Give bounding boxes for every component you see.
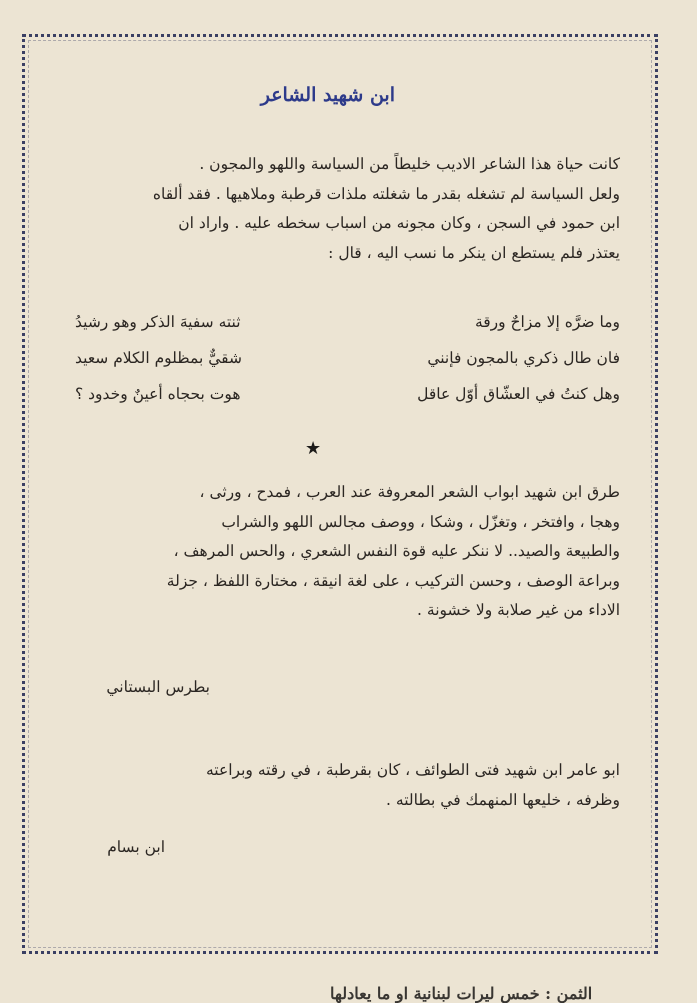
quote-author: ابن بسام bbox=[107, 838, 165, 856]
page-content bbox=[60, 70, 620, 930]
verse-first-hemistich: فان طال ذكري بالمجون فإنني bbox=[427, 349, 620, 367]
verse-second-hemistich: هوت بحجاه أعينٌ وخدود ؟ bbox=[75, 385, 241, 403]
intro-line: ولعل السياسة لم تشغله بقدر ما شغلته ملذات قرطبة وملاهيها . فقد ألقاه bbox=[152, 184, 620, 203]
quote-line: والطبيعة والصيد.. لا ننكر عليه قوة النفس الشعري ، والحس المرهف ، bbox=[173, 542, 620, 560]
quote-line: وظرفه ، خليعها المنهمك في بطالته . bbox=[386, 790, 620, 809]
quote-bustani bbox=[75, 478, 620, 626]
verse-first-hemistich: وما ضرَّه إلا مزاحٌ ورقة bbox=[474, 313, 620, 331]
intro-paragraph bbox=[75, 150, 620, 268]
quote-line: طرق ابن شهيد ابواب الشعر المعروفة عند العرب ، فمدح ، ورثى ، bbox=[199, 483, 620, 501]
poem-verse bbox=[75, 340, 620, 376]
footer-price-fragment: الثمن : خمس ليرات لبنانية او ما يعادلها bbox=[330, 984, 593, 1003]
poem-verse bbox=[75, 376, 620, 412]
poem bbox=[75, 304, 620, 412]
quote-line: ابو عامر ابن شهيد فتى الطوائف ، كان بقرطبة ، في رقته وبراعته bbox=[206, 761, 620, 779]
intro-line: ابن حمود في السجن ، وكان مجونه من اسباب سخطه عليه . واراد ان bbox=[178, 214, 620, 232]
verse-first-hemistich: وهل كنتُ في العشّاق أوّل عاقل bbox=[417, 385, 620, 403]
intro-line: يعتذر فلم يستطع ان ينكر ما نسب اليه ، قال : bbox=[328, 243, 620, 262]
verse-second-hemistich: شقيٌّ بمظلوم الكلام سعيد bbox=[75, 349, 242, 367]
intro-line: كانت حياة هذا الشاعر الاديب خليطاً من السياسة واللهو والمجون . bbox=[199, 155, 620, 173]
verse-second-hemistich: ثنته سفيهَ الذكر وهو رشيدُ bbox=[75, 313, 241, 331]
quote-line: وبراعة الوصف ، وحسن التركيب ، على لغة انيقة ، مختارة اللفظ ، جزلة bbox=[166, 571, 620, 590]
page-title: ابن شهيد الشاعر bbox=[260, 84, 395, 106]
poem-verse bbox=[75, 304, 620, 340]
quote-line: وهجا ، وافتخر ، وتغزّل ، وشكا ، ووصف مجالس اللهو والشراب bbox=[221, 512, 620, 531]
star-separator: ★ bbox=[305, 438, 322, 459]
quote-author: بطرس البستاني bbox=[106, 678, 210, 696]
quote-bassam bbox=[75, 756, 620, 815]
quote-line: الاداء من غير صلابة ولا خشونة . bbox=[417, 601, 620, 619]
